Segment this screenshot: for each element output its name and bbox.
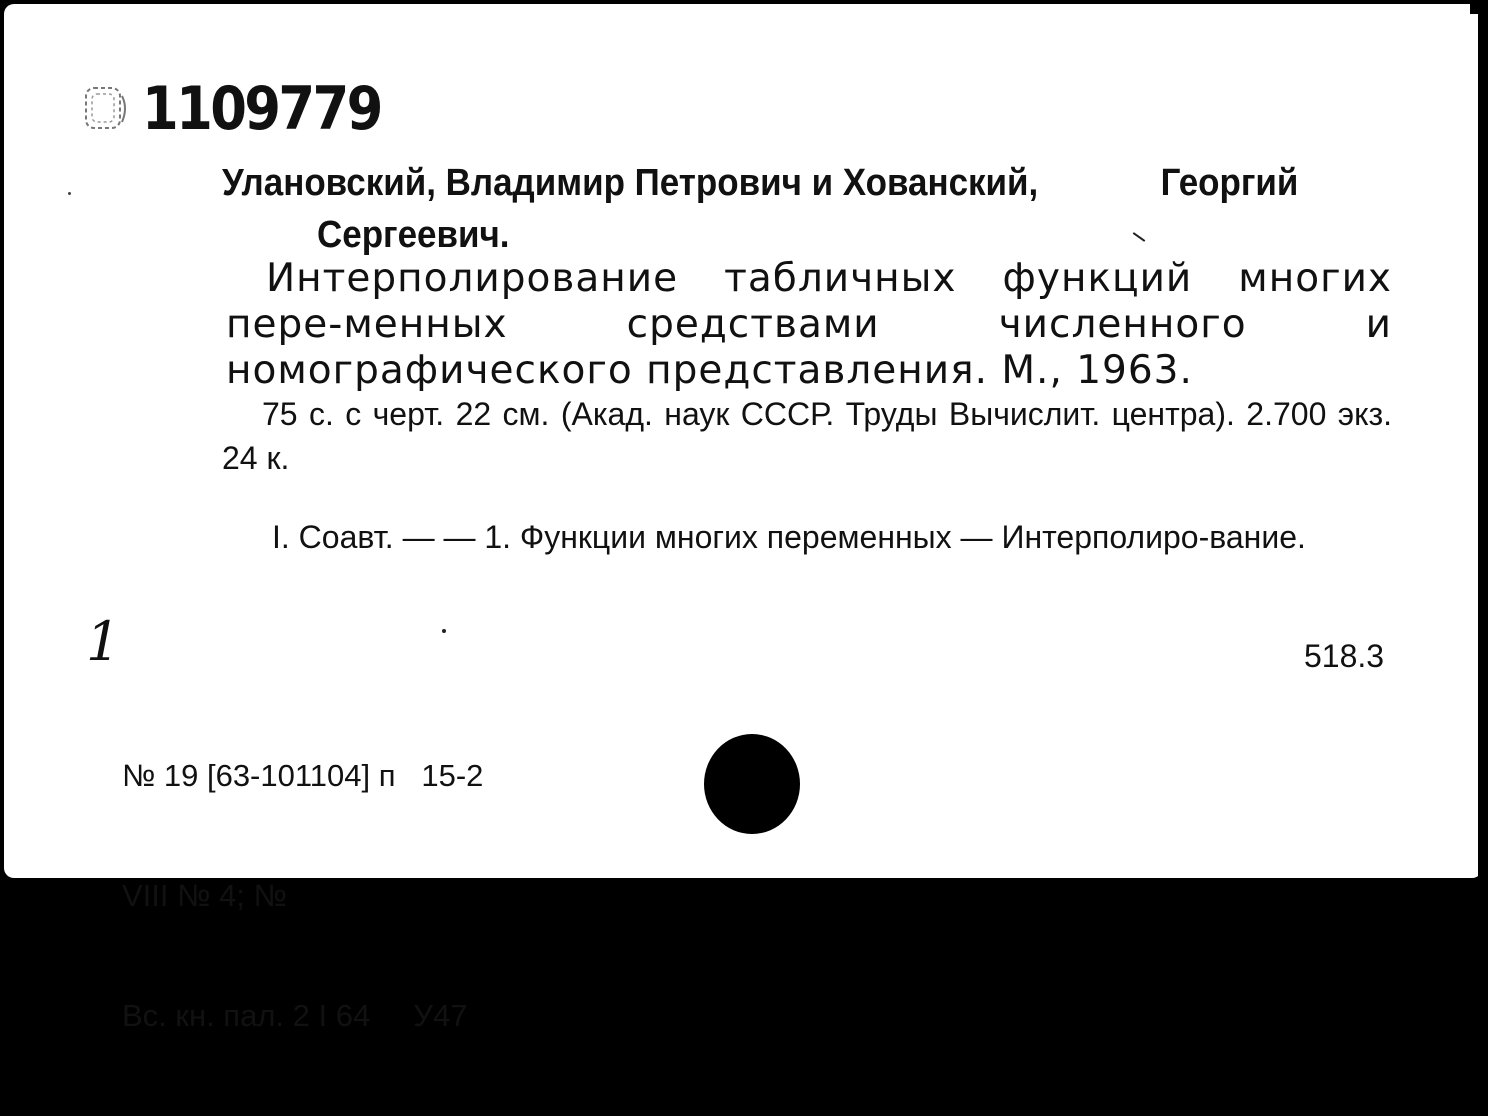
catalog-card	[4, 4, 1482, 1033]
title-text: Интерполирование табличных функций многих пере-менных средствами численного и номографического представления. М., 1963.	[226, 256, 1392, 393]
class-number: 518.3	[1304, 638, 1385, 674]
title-statement	[226, 256, 1392, 394]
punch-hole	[704, 734, 800, 834]
author-heading-continuation: Сергеевич.	[317, 214, 510, 256]
card-frame-corner	[1470, 4, 1482, 14]
tracings-text: I. Соавт. — — 1. Функции многих переменных — Интерполиро-вание.	[272, 519, 1306, 555]
service-line: VIII № 4; №	[122, 878, 287, 913]
tracings	[222, 514, 1392, 560]
service-line: № 19 [63-101104] п 15-2	[122, 758, 484, 793]
pencil-mark	[1133, 232, 1146, 242]
handwritten-number: 1	[86, 610, 121, 673]
speck	[442, 629, 446, 633]
card-frame-edge	[1478, 4, 1482, 878]
accession-number: 1109779	[142, 74, 381, 144]
speck	[68, 192, 71, 195]
author-heading-main: Улановский, Владимир Петрович и Хованский,	[222, 162, 1039, 204]
physical-description-text: 75 с. с черт. 22 см. (Акад. наук СССР. Труды Вычислит. центра). 2.700 экз. 24 к.	[222, 396, 1392, 476]
service-line: Вс. кн. пал. 2 I 64 У47	[122, 998, 468, 1033]
service-notes	[122, 676, 483, 1116]
physical-description	[222, 392, 1392, 480]
library-stamp-icon	[82, 82, 130, 134]
author-heading-end: Георгий	[1160, 162, 1299, 204]
